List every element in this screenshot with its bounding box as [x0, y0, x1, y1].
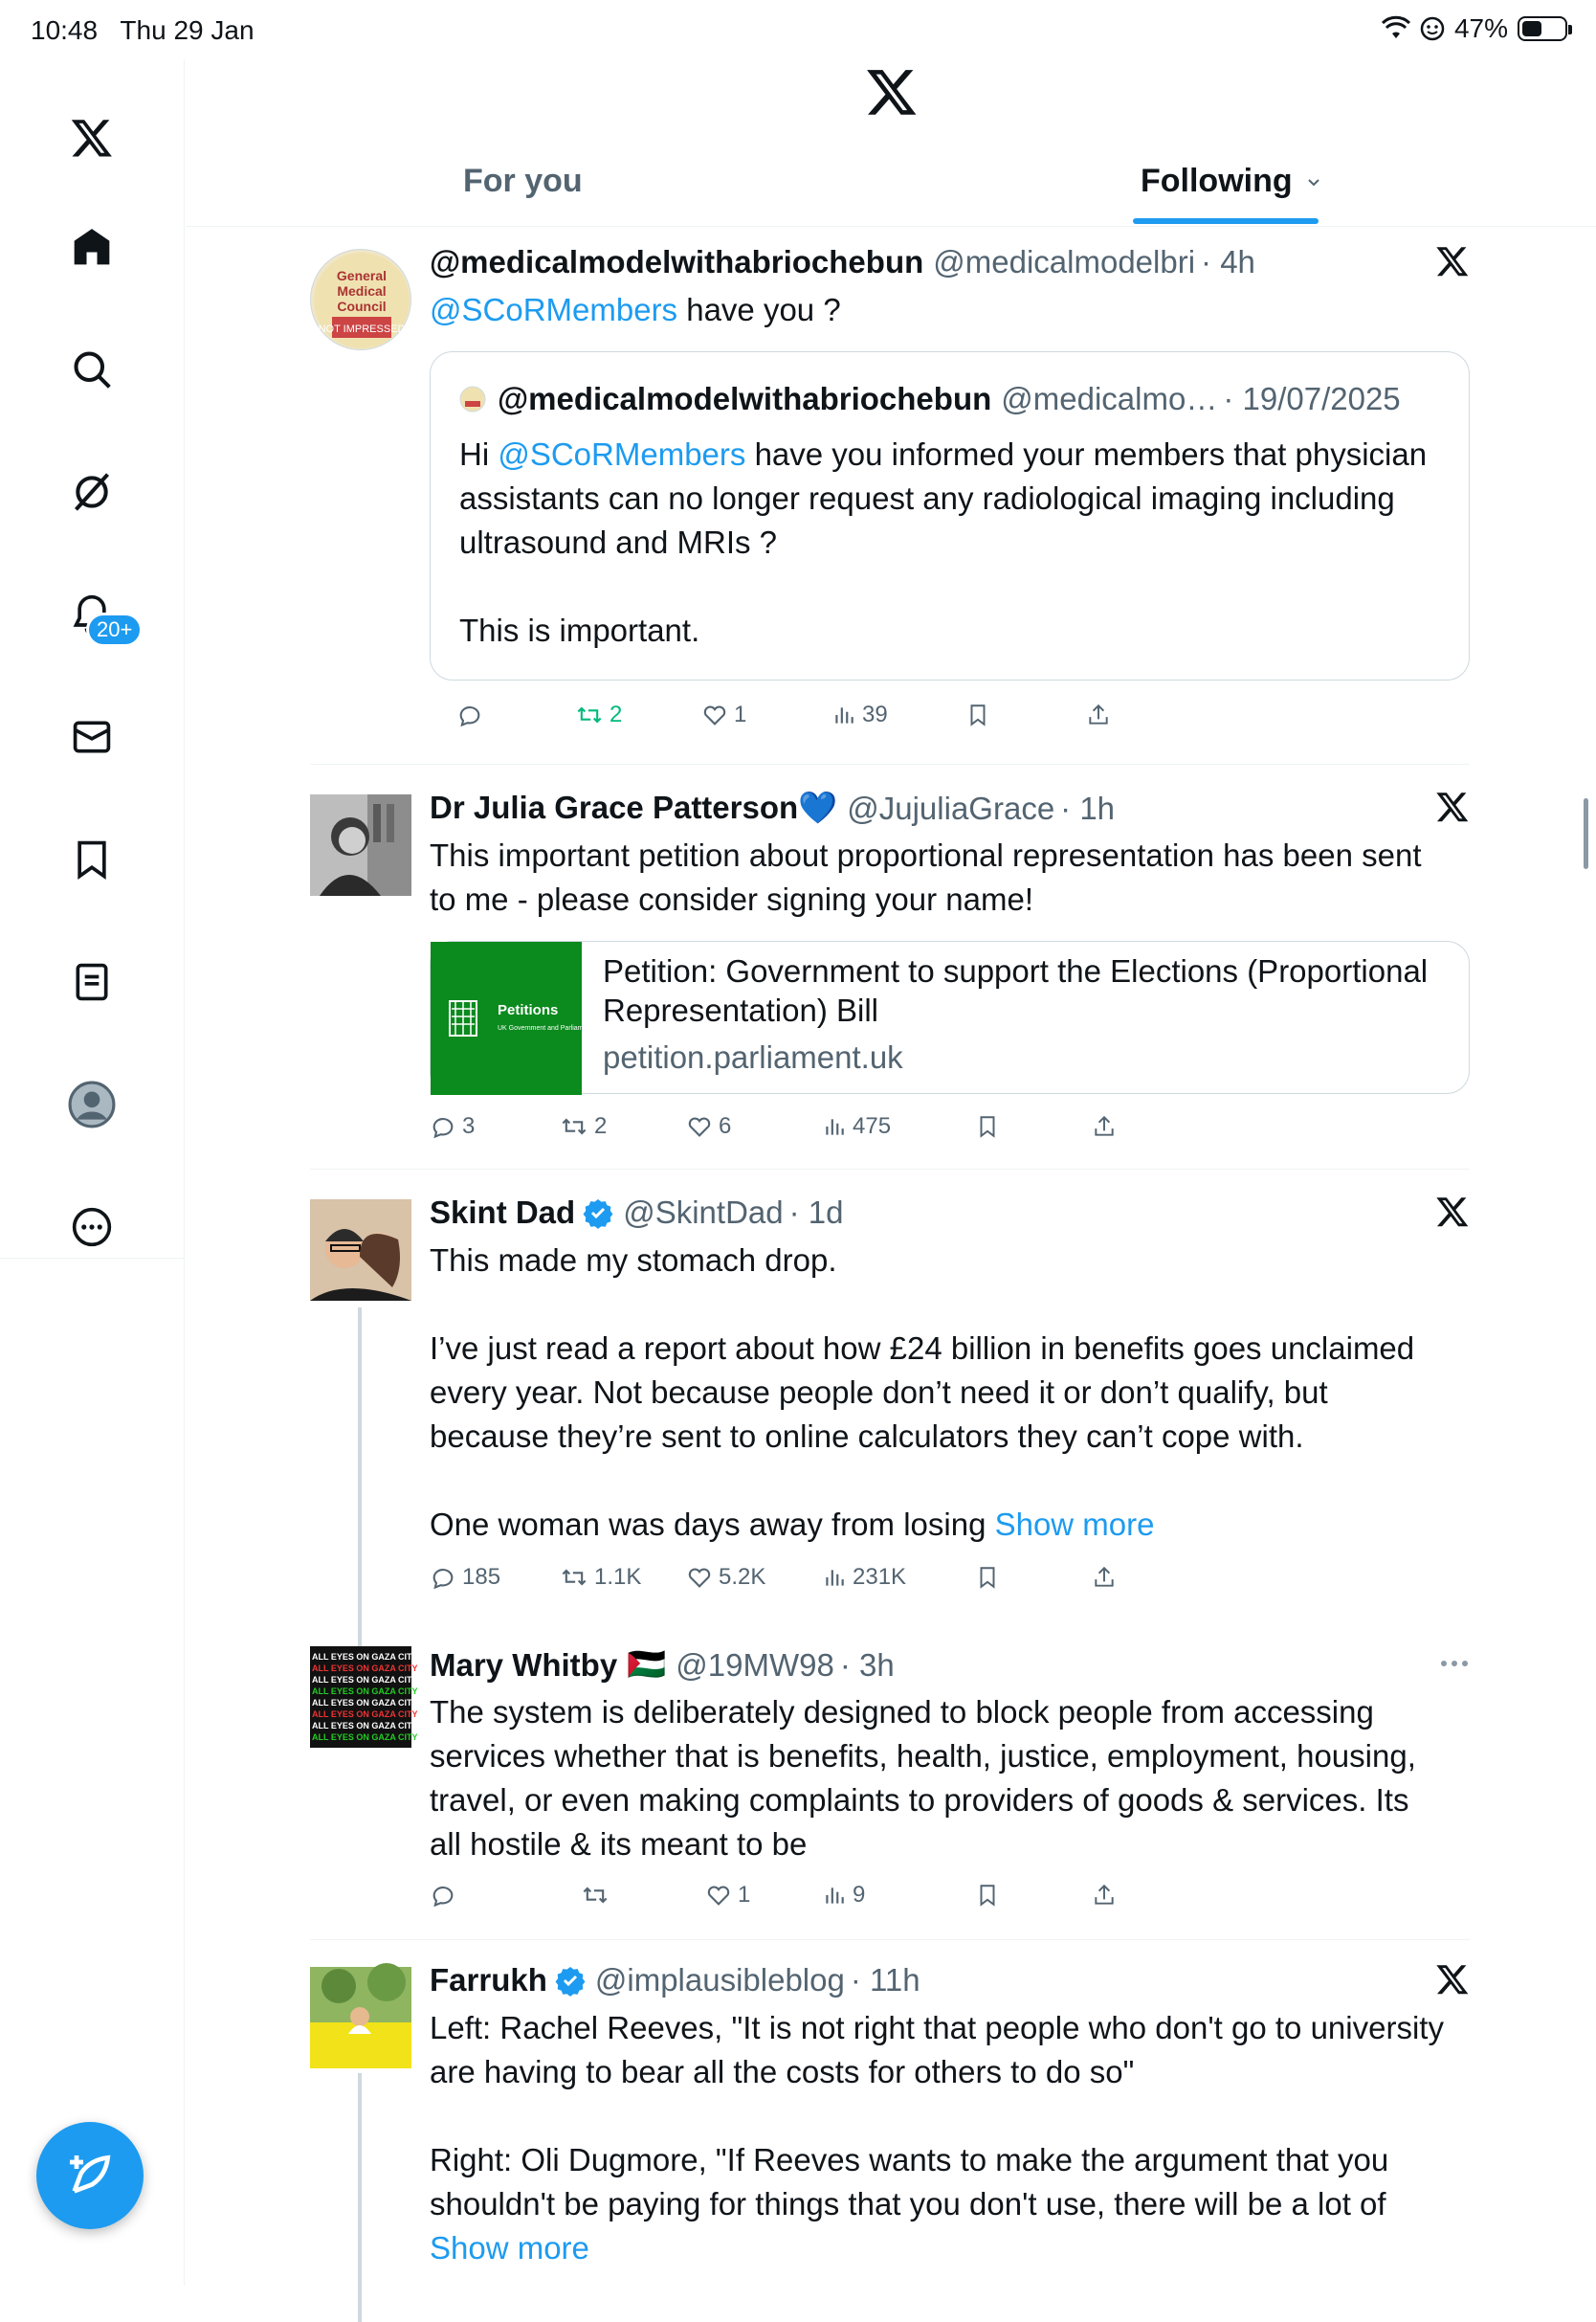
- svg-text:ALL EYES ON GAZA CITY: ALL EYES ON GAZA CITY: [312, 1686, 418, 1696]
- heart-icon: [686, 1113, 713, 1140]
- views-button[interactable]: 39: [831, 702, 888, 728]
- views-button[interactable]: 475: [822, 1113, 891, 1140]
- author-name[interactable]: Dr Julia Grace Patterson💙: [430, 790, 838, 825]
- scrollbar[interactable]: [1584, 798, 1588, 869]
- compose-icon: [63, 2149, 117, 2202]
- tab-following[interactable]: [1141, 163, 1323, 200]
- show-more-link[interactable]: Show more: [994, 1507, 1155, 1542]
- avatar: [459, 386, 486, 413]
- bookmark-icon: [975, 1564, 1000, 1591]
- like-button[interactable]: 5.2K: [686, 1564, 765, 1591]
- sidebar-divider: [0, 1258, 185, 1259]
- like-button[interactable]: 1: [701, 702, 746, 728]
- sidebar: [0, 59, 185, 2286]
- x-logo-icon[interactable]: [63, 109, 121, 167]
- views-icon: [831, 702, 856, 728]
- tweet-actions: [430, 1882, 1348, 1920]
- grok-icon[interactable]: [1435, 1194, 1470, 1234]
- tweet-text: The system is deliberately designed to block people from accessing services whether that is benefits, health, justice, employment, housing, travel, or even making complaints to providers of goods & services. Its all hostile & its meant to be: [430, 1694, 1426, 1862]
- author-name[interactable]: Mary Whitby: [430, 1646, 618, 1683]
- author-name[interactable]: Farrukh: [430, 1962, 547, 1998]
- grok-icon[interactable]: [63, 463, 121, 521]
- tweet-author[interactable]: [430, 244, 1255, 280]
- share-button[interactable]: [1092, 1564, 1117, 1591]
- svg-text:ALL EYES ON GAZA CITY: ALL EYES ON GAZA CITY: [312, 1663, 418, 1673]
- wifi-icon: [1382, 17, 1410, 40]
- x-logo-icon: [865, 65, 919, 123]
- tweet-actions: [430, 1113, 1348, 1151]
- card-title: Petition: Government to support the Elections (Proportional Representation) Bill: [603, 953, 1429, 1028]
- tab-following-label: Following: [1141, 163, 1293, 199]
- retweet-icon: [581, 1882, 610, 1909]
- quoted-tweet[interactable]: [430, 351, 1470, 681]
- notifications-badge: 20+: [86, 613, 143, 647]
- tweet-divider: [310, 1939, 1470, 1940]
- quote-author: [459, 381, 1401, 417]
- retweet-button[interactable]: [581, 1882, 615, 1909]
- bookmark-icon: [975, 1113, 1000, 1140]
- status-bar: [0, 0, 1596, 59]
- svg-text:ALL EYES ON GAZA CITY: ALL EYES ON GAZA CITY: [312, 1721, 418, 1730]
- share-icon: [1092, 1113, 1117, 1140]
- timeline-header: [186, 59, 1596, 227]
- heart-icon: [705, 1882, 732, 1909]
- avatar[interactable]: [310, 794, 411, 896]
- views-icon: [822, 1564, 847, 1591]
- reply-icon: [430, 1564, 456, 1591]
- author-handle[interactable]: @medicalmodelbri: [933, 244, 1196, 279]
- card-thumbnail: [431, 942, 593, 1095]
- compose-button[interactable]: [36, 2122, 144, 2229]
- tab-for-you[interactable]: For you: [463, 163, 583, 199]
- author-handle[interactable]: @19MW98: [676, 1646, 834, 1683]
- heart-icon: [686, 1564, 713, 1591]
- card-thumb-label: Petitions: [498, 1002, 559, 1018]
- svg-text:ALL EYES ON GAZA CITY: ALL EYES ON GAZA CITY: [312, 1698, 418, 1708]
- author-name: @medicalmodelwithabriochebun: [498, 381, 992, 416]
- grok-icon[interactable]: [1435, 1962, 1470, 2001]
- heart-icon: [701, 702, 728, 728]
- tweet-author[interactable]: [430, 1646, 895, 1684]
- tweet-author[interactable]: [430, 1962, 920, 1998]
- avatar[interactable]: [310, 1967, 411, 2068]
- reply-button[interactable]: [456, 702, 489, 728]
- svg-text:General: General: [336, 268, 388, 283]
- tweet-text: This made my stomach drop. I’ve just read a report about how £24 billion in benefits goes unclaimed every year. Not because people don’t need it or don’t qualify, but because they’re sent to online calculators they can’t cope with. One woman was days away from losing Show more: [430, 1242, 1415, 1542]
- like-button[interactable]: 1: [705, 1882, 750, 1909]
- share-icon: [1086, 702, 1111, 728]
- tweet-date: · 19/07/2025: [1223, 381, 1401, 416]
- bookmark-button[interactable]: [965, 702, 990, 728]
- reply-icon: [430, 1882, 456, 1909]
- verified-badge-icon: [583, 1197, 613, 1228]
- svg-text:ALL EYES ON GAZA CITY: ALL EYES ON GAZA CITY: [312, 1732, 418, 1742]
- avatar[interactable]: [310, 249, 411, 350]
- author-handle[interactable]: @implausibleblog: [594, 1962, 845, 1998]
- mention-link[interactable]: @SCoRMembers: [498, 436, 746, 472]
- views-button[interactable]: 9: [822, 1882, 865, 1909]
- author-name[interactable]: @medicalmodelwithabriochebun: [430, 244, 924, 279]
- retweet-icon: [575, 702, 604, 728]
- link-card[interactable]: [430, 941, 1470, 1094]
- tweet-time[interactable]: · 4h: [1201, 244, 1255, 279]
- svg-text:NOT IMPRESSED: NOT IMPRESSED: [318, 324, 406, 335]
- reply-button[interactable]: 185: [430, 1564, 500, 1591]
- reply-icon: [430, 1113, 456, 1140]
- home-icon[interactable]: [63, 218, 121, 276]
- author-handle[interactable]: @SkintDad: [623, 1194, 784, 1230]
- more-options-icon[interactable]: [1439, 1654, 1470, 1678]
- bookmarks-icon[interactable]: [63, 831, 121, 888]
- bookmark-button[interactable]: [975, 1113, 1000, 1140]
- views-icon: [822, 1113, 847, 1140]
- bookmark-button[interactable]: [975, 1564, 1000, 1591]
- bookmark-icon: [975, 1882, 1000, 1909]
- tweet-text: @SCoRMembers have you ?: [430, 292, 841, 327]
- chevron-down-icon[interactable]: [1304, 172, 1323, 191]
- search-icon[interactable]: [63, 341, 121, 398]
- card-domain: petition.parliament.uk: [603, 1039, 903, 1075]
- mention-link[interactable]: @SCoRMembers: [430, 292, 678, 327]
- share-icon: [1092, 1564, 1117, 1591]
- retweet-icon: [560, 1113, 588, 1140]
- battery-percent: 47%: [1453, 13, 1508, 43]
- bookmark-button[interactable]: [975, 1882, 1000, 1909]
- tweet-divider: [310, 764, 1470, 765]
- retweet-button[interactable]: 1.1K: [560, 1564, 641, 1591]
- tweet-text: This important petition about proportional representation has been sent to me - please consider signing your name!: [430, 837, 1430, 917]
- svg-text:ALL EYES ON GAZA CITY: ALL EYES ON GAZA CITY: [312, 1675, 418, 1685]
- tweet-actions: [430, 1564, 1348, 1602]
- like-button[interactable]: 6: [686, 1113, 731, 1140]
- quote-text: Hi @SCoRMembers have you informed your members that physician assistants can no longer request any radiological imaging including ultrasound and MRIs ? This is important.: [459, 436, 1428, 648]
- author-handle: @medicalmo…: [1001, 381, 1218, 416]
- avatar[interactable]: [310, 1646, 418, 1748]
- grok-icon[interactable]: [1435, 790, 1470, 829]
- reply-button[interactable]: [430, 1882, 462, 1909]
- tweet-actions: [430, 702, 1348, 740]
- messages-icon[interactable]: [63, 708, 121, 766]
- tweet-time[interactable]: · 11h: [850, 1962, 920, 1998]
- share-button[interactable]: [1086, 702, 1111, 728]
- focus-icon: [1420, 16, 1445, 41]
- battery-icon: [1518, 16, 1567, 41]
- tweet-time[interactable]: · 3h: [839, 1646, 895, 1683]
- show-more-link[interactable]: Show more: [430, 2230, 589, 2266]
- author-name[interactable]: Skint Dad: [430, 1194, 576, 1230]
- avatar-text: ALL EYES ON GAZA CITY: [312, 1652, 418, 1662]
- share-button[interactable]: [1092, 1882, 1117, 1909]
- tweet-author[interactable]: [430, 1194, 843, 1231]
- tweet-divider: [310, 1169, 1470, 1170]
- svg-text:ALL EYES ON GAZA CITY: ALL EYES ON GAZA CITY: [312, 1709, 418, 1719]
- reply-icon: [456, 702, 483, 728]
- card-thumb-sub: UK Government and Parliament: [498, 1025, 593, 1032]
- share-icon: [1092, 1882, 1117, 1909]
- flag-icon: 🇵🇸: [627, 1646, 667, 1682]
- more-icon[interactable]: [63, 1198, 121, 1256]
- svg-text:Council: Council: [337, 299, 387, 314]
- tweet-text: Left: Rachel Reeves, "It is not right that people who don't go to university are having to bear all the costs for others to do so" Right: Oli Dugmore, "If Reeves wants to make the argument that you shouldn't be paying for things that you don't use, there will be a lot of Show more: [430, 2010, 1444, 2266]
- avatar[interactable]: [310, 1199, 411, 1301]
- lists-icon[interactable]: [63, 953, 121, 1011]
- status-icons: [1382, 13, 1567, 44]
- tweet-time[interactable]: · 1h: [1060, 790, 1116, 826]
- views-button[interactable]: 231K: [822, 1564, 906, 1591]
- share-button[interactable]: [1092, 1113, 1117, 1140]
- retweet-button[interactable]: 2: [560, 1113, 607, 1140]
- profile-icon[interactable]: [63, 1076, 121, 1133]
- status-time: 10:48 Thu 29 Jan: [31, 15, 255, 45]
- author-handle[interactable]: @JujuliaGrace: [847, 790, 1055, 826]
- retweet-icon: [560, 1564, 588, 1591]
- verified-badge-icon: [555, 1965, 586, 1996]
- reply-button[interactable]: 3: [430, 1113, 475, 1140]
- svg-text:Medical: Medical: [337, 283, 387, 299]
- tweet-time[interactable]: · 1d: [788, 1194, 844, 1230]
- retweet-button[interactable]: 2: [575, 702, 622, 728]
- bookmark-icon: [965, 702, 990, 728]
- thread-line: [358, 2073, 362, 2322]
- tweet-author[interactable]: [430, 790, 1115, 827]
- views-icon: [822, 1882, 847, 1909]
- grok-icon[interactable]: [1435, 244, 1470, 283]
- tab-active-indicator: [1133, 218, 1319, 224]
